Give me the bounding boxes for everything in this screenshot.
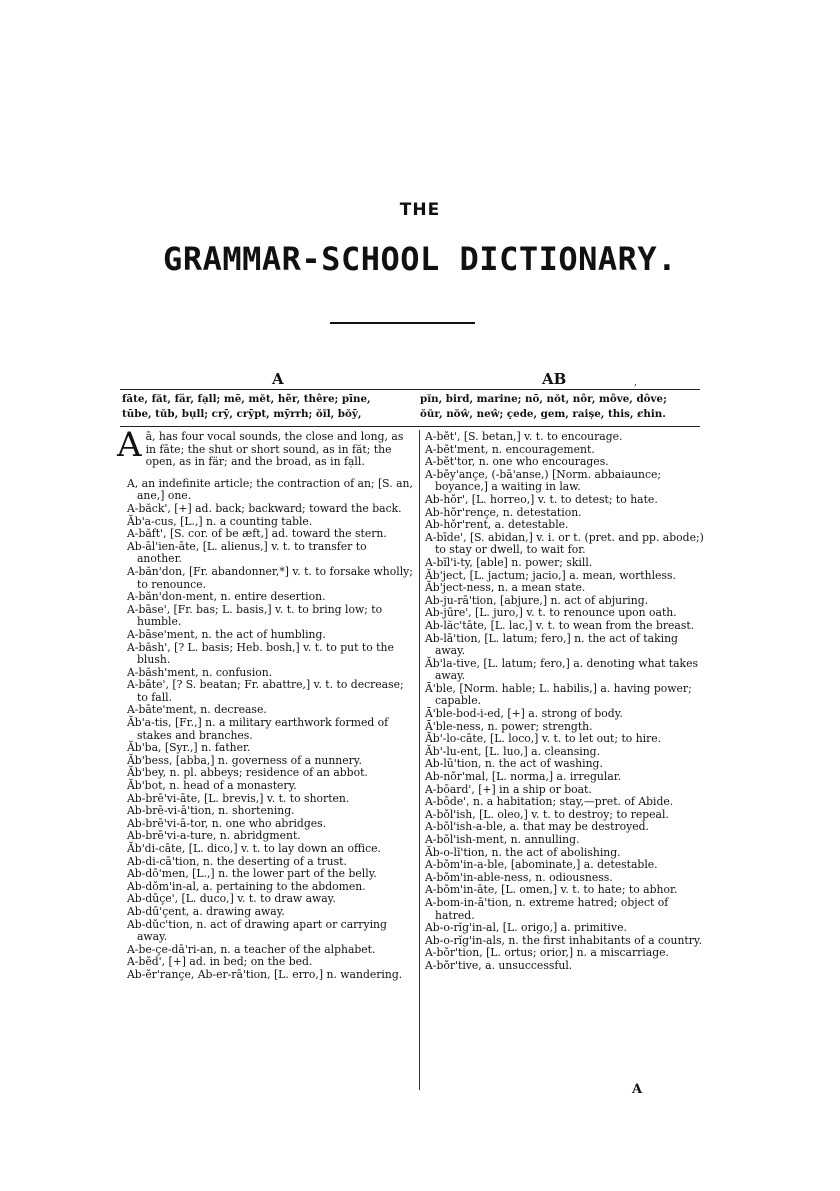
left-column xyxy=(117,425,413,982)
entry-text: A-bĕt'ment, n. encouragement. xyxy=(425,442,595,456)
entry-text: A-bĭl'i-ty, [able] n. power; skill. xyxy=(425,555,593,569)
entry-text: Ab-brē-vi-ā'tion, n. shortening. xyxy=(127,804,295,818)
heading-the: THE xyxy=(399,200,441,220)
entry-text: Ab-ju-rā'tion, [abjure,] n. act of abjuring. xyxy=(425,593,649,607)
key-line: pĭn, bird, marine; nō, nŏt, nôr, môve, dôve; xyxy=(420,393,667,405)
entry-text: A-bōde', n. a habitation; stay,—pret. of Abide. xyxy=(425,795,674,809)
column-head-right: AB xyxy=(542,370,567,388)
entry-text: Ăb'bey, n. pl. abbeys; residence of an abbot. xyxy=(127,766,368,780)
entry-text: Ab-dūçe', [L. duco,] v. t. to draw away. xyxy=(127,892,336,906)
entry-text: Ăb'di-cāte, [L. dico,] v. t. to lay down an office. xyxy=(127,842,381,855)
entry-text: Ăb'a-cus, [L.,] n. a counting table. xyxy=(127,514,313,528)
entry-text: Ăb'la-tive, [L. latum; fero,] a. denoting what takes away. xyxy=(425,656,699,683)
dictionary-entry xyxy=(127,541,413,566)
entry-text: Ab-lū'tion, n. the act of washing. xyxy=(425,757,603,771)
pronunciation-key xyxy=(120,389,700,427)
entry-text: Ab-dŏm'in-al, a. pertaining to the abdomen. xyxy=(127,879,366,893)
entry-text: Ăb'ject, [L. jactum; jacio,] a. mean, worthless. xyxy=(425,568,676,582)
entry-text: Ab-brē'vi-a-ture, n. abridgment. xyxy=(127,829,301,843)
entry-text: Ā'ble, [Norm. hable; L. habilis,] a. having power; capable. xyxy=(425,681,692,708)
entry-text: A-bŏl'ish-ment, n. annulling. xyxy=(425,833,580,846)
dictionary-entry xyxy=(127,717,413,742)
entry-text: A-băft', [S. cor. of be æft,] ad. toward the stern. xyxy=(127,527,387,541)
entry-text: Ā'ble-ness, n. power; strength. xyxy=(425,719,593,733)
right-column xyxy=(425,431,710,973)
dictionary-entry xyxy=(127,604,413,629)
dictionary-entry xyxy=(127,969,413,982)
entry-text: Ab-dō'men, [L.,] n. the lower part of the belly. xyxy=(127,867,377,881)
entry-text: Ab-ĕr'rançe, Ab-er-rā'tion, [L. erro,] n. wandering. xyxy=(127,967,403,981)
signature-mark: A xyxy=(632,1082,643,1097)
pronunciation-key-left xyxy=(122,392,414,422)
entry-text: A-bom-in-ā'tion, n. extreme hatred; object of hatred. xyxy=(425,895,669,922)
entry-text: Ab-jūre', [L. juro,] v. t. to renounce upon oath. xyxy=(425,606,677,620)
pronunciation-key-right xyxy=(420,392,700,422)
entry-text: A-bāse', [Fr. bas; L. basis,] v. t. to bring low; to humble. xyxy=(127,602,383,629)
entry-text: A, an indefinite article; the contraction of an; [S. an, ane,] one. xyxy=(127,476,413,503)
entry-text: A-bŏr'tion, [L. ortus; orior,] n. a miscarriage. xyxy=(425,946,669,960)
entry-text: A-băn'don-ment, n. entire desertion. xyxy=(127,590,326,604)
column-divider xyxy=(419,430,420,1090)
entry-text: Ab-di-cā'tion, n. the deserting of a trust. xyxy=(127,854,347,868)
dictionary-entry xyxy=(127,642,413,667)
title-rule xyxy=(330,322,475,324)
dictionary-entry xyxy=(127,478,413,503)
entry-text: Ab-nŏr'mal, [L. norma,] a. irregular. xyxy=(425,770,622,784)
entry-text: A-bīde', [S. abidan,] v. i. or t. (pret. and pp. abode;) to stay or dwell, to wait for. xyxy=(425,530,704,557)
entry-text: A-băsh', [? L. basis; Heb. bosh,] v. t. to put to the blush. xyxy=(127,640,394,667)
entry-text: Ab-brē'vi-āte, [L. brevis,] v. t. to shorten. xyxy=(127,791,350,805)
entry-text: Ab-hŏr'rent, a. detestable. xyxy=(425,518,569,532)
dictionary-entry xyxy=(425,633,710,658)
column-head-left: A xyxy=(272,370,284,388)
dictionary-entry xyxy=(425,897,710,922)
entry-text: A-bŏm'in-āte, [L. omen,] v. t. to hate; to abhor. xyxy=(425,883,678,897)
entry-text: A-băck', [+] ad. back; backward; toward the back. xyxy=(127,501,402,515)
entry-text: Ab-hŏr', [L. horreo,] v. t. to detest; to hate. xyxy=(425,492,658,506)
entry-text: Ab-hŏr'rençe, n. detestation. xyxy=(425,505,582,519)
entry-text: A-băsh'ment, n. confusion. xyxy=(127,665,273,679)
dictionary-entry xyxy=(127,566,413,591)
key-line: tūbe, tŭb, bụll; crȳ, crȳpt, mȳrrh; ŏĭl, bŏȳ, xyxy=(122,408,362,420)
entry-text: Ab-o-rĭg'in-als, n. the first inhabitants of a country. xyxy=(425,933,703,947)
dictionary-entry xyxy=(425,658,710,683)
entry-text: Ā'ble-bod-i-ed, [+] a. strong of body. xyxy=(425,707,623,721)
dictionary-entry xyxy=(117,425,413,469)
dictionary-entry xyxy=(425,532,710,557)
entry-text: Ăb'bess, [abba,] n. governess of a nunnery. xyxy=(127,753,362,767)
page-title: GRAMMAR-SCHOOL DICTIONARY. xyxy=(163,240,677,278)
entry-text: Ab-lăc'tāte, [L. lac,] v. t. to wean from the breast. xyxy=(425,618,695,632)
entry-text: Ab-āl'ien-āte, [L. alienus,] v. t. to transfer to another. xyxy=(127,539,367,566)
entry-text: A-bĕt'tor, n. one who encourages. xyxy=(425,455,609,469)
dictionary-entry xyxy=(127,679,413,704)
entry-text: Ăb'-lo-cāte, [L. loco,] v. t. to let out; to hire. xyxy=(425,732,662,746)
dictionary-entry xyxy=(127,919,413,944)
entry-text: Ăb'ba, [Syr.,] n. father. xyxy=(127,741,251,755)
drop-cap: A xyxy=(117,425,142,465)
entry-text: A-be-çe-dā'ri-an, n. a teacher of the alphabet. xyxy=(127,942,376,956)
entry-text: Ab-dŭc'tion, n. act of drawing apart or carrying away. xyxy=(127,917,387,944)
entry-text: Ăb'bot, n. head of a monastery. xyxy=(127,779,297,793)
entry-text: A-bĕy'ançe, (-bā'anse,) [Norm. abbaiaunce; boyance,] a waiting in law. xyxy=(425,467,662,494)
entry-text: Ab-o-rĭg'in-al, [L. origo,] a. primitive. xyxy=(425,921,627,935)
entry-text: A-bŏl'ish, [L. oleo,] v. t. to destroy; to repeal. xyxy=(425,807,669,821)
entry-text: Ab-lā'tion, [L. latum; fero,] n. the act of taking away. xyxy=(425,631,678,658)
entry-text: A-bŏm'in-a-ble, [abominate,] a. detestable. xyxy=(425,858,658,872)
entry-text: A-bŏr'tive, a. unsuccessful. xyxy=(425,958,573,972)
entry-text: Ab-brē'vi-ā-tor, n. one who abridges. xyxy=(127,816,327,830)
entry-text: A-bĕd', [+] ad. in bed; on the bed. xyxy=(127,955,313,969)
entry-text: A-bōard', [+] in a ship or boat. xyxy=(425,782,592,796)
dictionary-entry xyxy=(425,469,710,494)
stray-mark: , xyxy=(634,378,637,388)
entry-text: Ăb-o-lĭ'tion, n. the act of abolishing. xyxy=(425,845,621,859)
entry-text: A-bāte'ment, n. decrease. xyxy=(127,703,267,717)
key-line: fāte, făt, fär, fạll; mē, mĕt, hẽr, thêre; pīne, xyxy=(122,393,371,405)
entry-text: A-bŏl'ish-a-ble, a. that may be destroyed. xyxy=(425,820,649,834)
entry-text: Ăb'a-tis, [Fr.,] n. a military earthwork formed of stakes and branches. xyxy=(127,716,389,742)
entry-text: A-bŏm'in-able-ness, n. odiousness. xyxy=(425,870,613,884)
entry-text: A-bāte', [? S. beatan; Fr. abattre,] v. t. to decrease; to fall. xyxy=(127,678,404,704)
key-line: ŏŭr, nŏŵ, neŵ; çede, gem, raiṣe, this, ȼhin. xyxy=(420,408,666,420)
entry-text: A-bĕt', [S. betan,] v. t. to encourage. xyxy=(425,430,623,443)
entry-text: ā, has four vocal sounds, the close and long, as in fāte; the shut or short sound, as in făt; the open, as in fär; and the broad, as in fạll. xyxy=(145,430,404,469)
entry-text: A-bāse'ment, n. the act of humbling. xyxy=(127,627,326,641)
dictionary-entry xyxy=(425,683,710,708)
dictionary-entry xyxy=(425,960,710,973)
entry-text: A-băn'don, [Fr. abandonner,*] v. t. to forsake wholly; to renounce. xyxy=(127,564,413,591)
entry-text: Ăb'-lu-ent, [L. luo,] a. cleansing. xyxy=(425,744,601,758)
entry-text: Ăb'ject-ness, n. a mean state. xyxy=(425,581,586,595)
entry-text: Ab-dū'çent, a. drawing away. xyxy=(127,904,285,918)
